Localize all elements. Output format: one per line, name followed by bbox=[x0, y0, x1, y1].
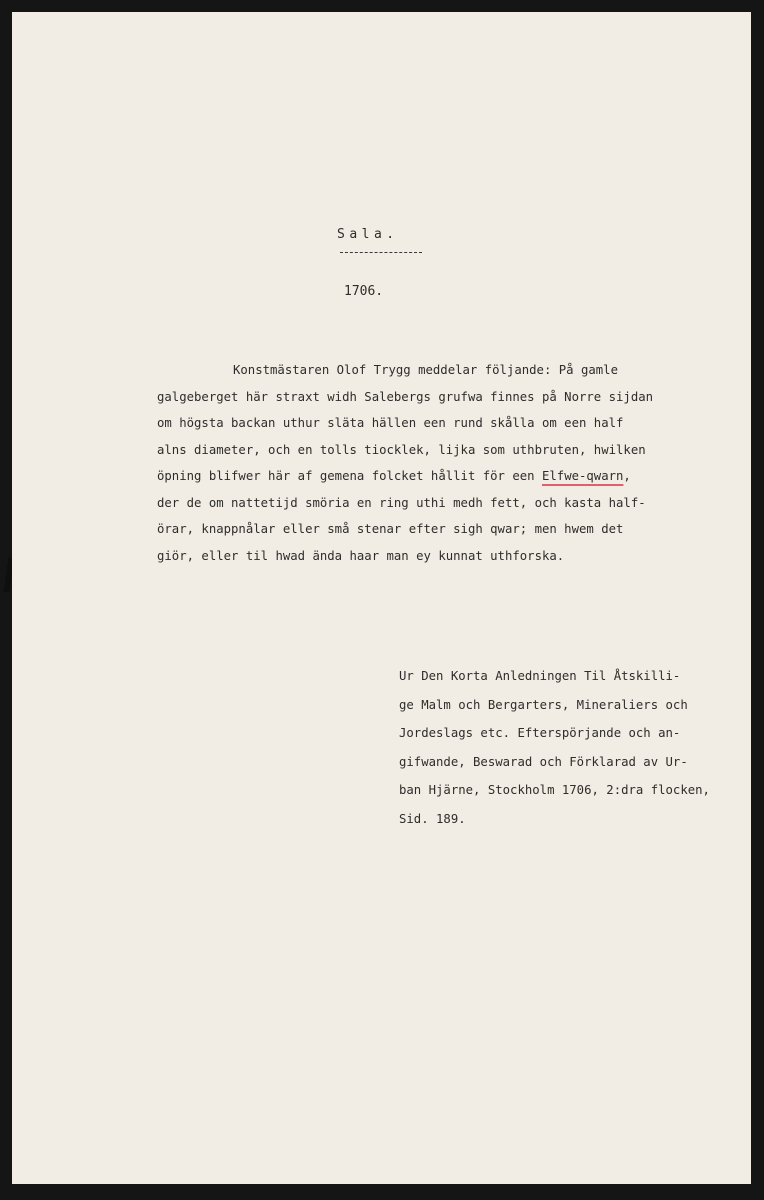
paragraph-line: Konstmästaren Olof Trygg meddelar följande: På gamle bbox=[233, 363, 618, 377]
paragraph-line: alns diameter, och en tolls tiocklek, lijka som uthbruten, hwilken bbox=[157, 442, 646, 457]
citation-line: Ur Den Korta Anledningen Til Åtskilli- bbox=[399, 669, 681, 683]
paragraph-line: örar, knappnålar eller små stenar efter sigh qwar; men hwem det bbox=[157, 522, 624, 536]
paragraph-line: galgeberget här straxt widh Salebergs grufwa finnes på Norre sijdan bbox=[157, 389, 654, 404]
citation-line: ge Malm och Bergarters, Mineraliers och bbox=[399, 697, 688, 712]
page-heading: Sala. bbox=[337, 227, 399, 242]
source-citation bbox=[399, 662, 749, 833]
citation-line: gifwande, Beswarad och Förklarad av Ur- bbox=[399, 754, 688, 769]
highlighted-term: Elfwe-qwarn bbox=[541, 469, 624, 483]
paragraph-line-with-term bbox=[157, 463, 717, 490]
main-paragraph bbox=[157, 357, 717, 569]
heading-underline bbox=[340, 252, 422, 253]
typewritten-page bbox=[12, 12, 751, 1184]
paragraph-line-text: öpning blifwer här af gemena folcket hållit för een bbox=[157, 469, 535, 483]
citation-line: Sid. 189. bbox=[399, 811, 466, 826]
highlighted-term-comma: , bbox=[623, 469, 631, 483]
page-year: 1706. bbox=[344, 284, 384, 299]
paragraph-line: der de om nattetijd smöria en ring uthi medh fett, och kasta half- bbox=[157, 495, 646, 510]
paragraph-line: giör, eller til hwad ända haar man ey kunnat uthforska. bbox=[157, 548, 565, 563]
citation-line: ban Hjärne, Stockholm 1706, 2:dra flocken, bbox=[399, 783, 710, 797]
paragraph-line: om högsta backan uthur släta hällen een rund skålla om een half bbox=[157, 416, 624, 430]
citation-line: Jordeslags etc. Efterspörjande och an- bbox=[399, 726, 681, 740]
